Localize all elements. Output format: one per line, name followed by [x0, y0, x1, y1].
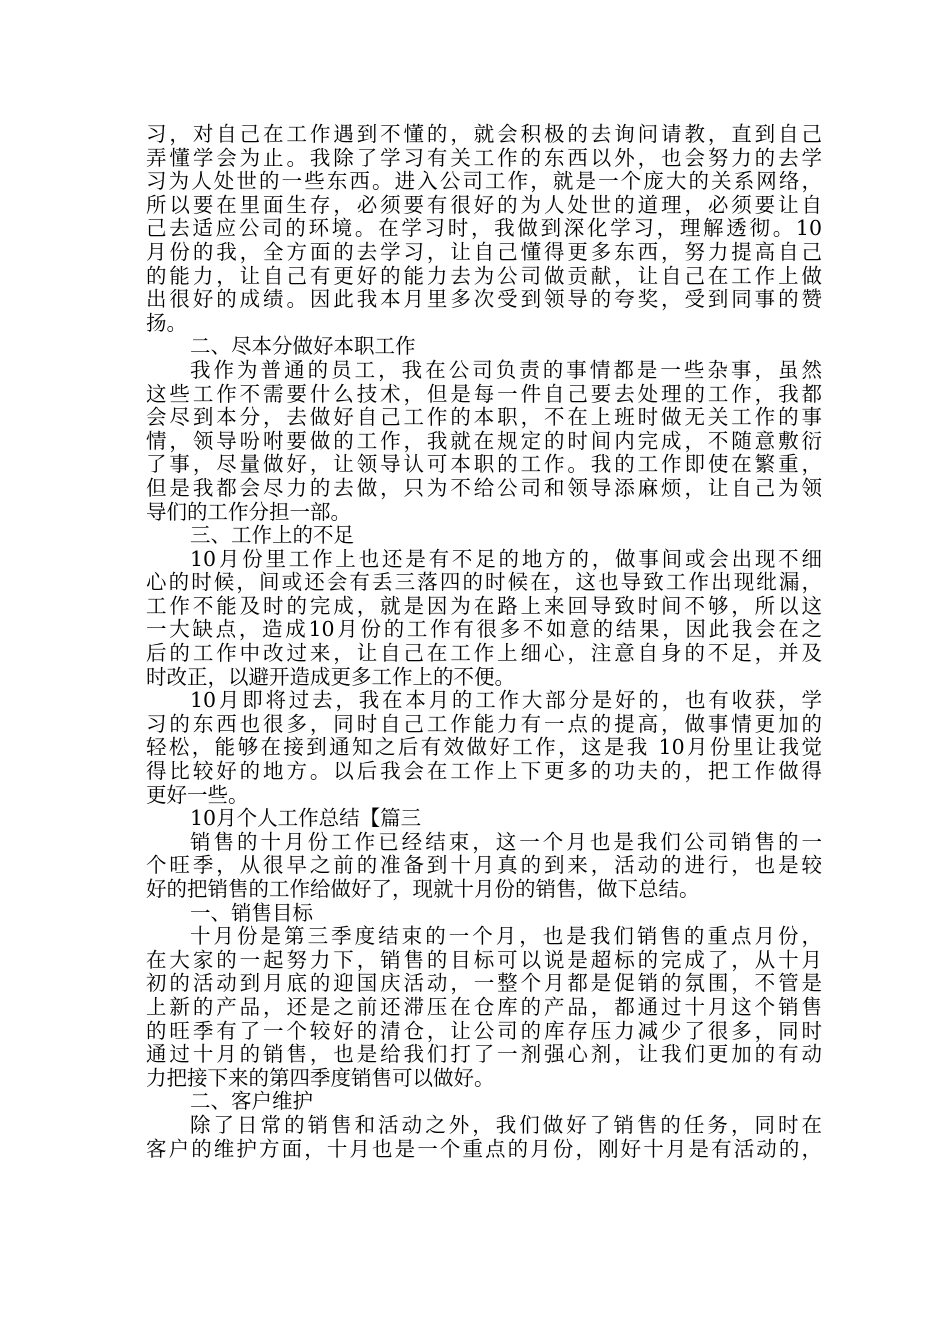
text-line: 弄懂学会为止。我除了学习有关工作的东西以外，也会努力的去学	[146, 145, 822, 170]
text-line: 所以要在里面生存，必须要有很好的为人处世的道理，必须要让自	[146, 192, 822, 217]
text-line: 初的活动到月底的迎国庆活动，一整个月都是促销的氛围，不管是	[146, 971, 822, 996]
text-line: 时改正，以避开造成更多工作上的不便。	[146, 664, 515, 689]
text-line: 轻松，能够在接到通知之后有效做好工作，这是我 10月份里让我觉	[146, 735, 822, 760]
text-line: 工作不能及时的完成，就是因为在路上来回导致时间不够，所以这	[146, 593, 822, 618]
text-line: 后的工作中改过来，让自己在工作上细心，注意自身的不足，并及	[146, 641, 822, 666]
text-line: 10月即将过去，我在本月的工作大部分是好的，也有收获，学	[190, 688, 822, 713]
text-line: 三、工作上的不足	[190, 523, 354, 548]
text-line: 通过十月的销售，也是给我们打了一剂强心剂，让我们更加的有动	[146, 1042, 822, 1067]
text-line: 力把接下来的第四季度销售可以做好。	[146, 1065, 495, 1090]
text-line: 客户的维护方面，十月也是一个重点的月份，刚好十月是有活动的，	[146, 1136, 822, 1161]
text-line: 十月份是第三季度结束的一个月，也是我们销售的重点月份，	[190, 924, 822, 949]
text-line: 的旺季有了一个较好的清仓，让公司的库存压力减少了很多，同时	[146, 1018, 822, 1043]
text-line: 除了日常的销售和活动之外，我们做好了销售的任务，同时在	[190, 1112, 822, 1137]
text-line: 但是我都会尽力的去做，只为不给公司和领导添麻烦，让自己为领	[146, 475, 822, 500]
text-line: 更好一些。	[146, 782, 249, 807]
text-line: 习，对自己在工作遇到不懂的，就会积极的去询问请教，直到自己	[146, 122, 822, 146]
text-line: 导们的工作分担一部。	[146, 499, 351, 524]
text-line: 情，领导吩咐要做的工作，我就在规定的时间内完成，不随意敷衍	[146, 428, 822, 453]
document-page	[146, 123, 822, 1161]
text-line: 扬。	[146, 310, 187, 335]
text-line: 10月份里工作上也还是有不足的地方的，做事间或会出现不细	[190, 546, 822, 571]
text-line: 己去适应公司的环境。在学习时，我做到深化学习，理解透彻。10	[146, 216, 822, 241]
text-line: 10月个人工作总结【篇三	[190, 806, 422, 831]
text-line: 一大缺点，造成10月份的工作有很多不如意的结果，因此我会在之	[146, 617, 822, 642]
text-line: 会尽到本分，去做好自己工作的本职，不在上班时做无关工作的事	[146, 405, 822, 430]
text-line: 我作为普通的员工，我在公司负责的事情都是一些杂事，虽然	[190, 357, 822, 382]
text-line: 得比较好的地方。以后我会在工作上下更多的功夫的，把工作做得	[146, 759, 822, 784]
text-line: 销售的十月份工作已经结束，这一个月也是我们公司销售的一	[190, 829, 822, 854]
text-line: 上新的产品，还是之前还滞压在仓库的产品，都通过十月这个销售	[146, 994, 822, 1019]
text-line: 了事，尽量做好，让领导认可本职的工作。我的工作即使在繁重，	[146, 452, 822, 477]
text-line: 好的把销售的工作给做好了，现就十月份的销售，做下总结。	[146, 877, 700, 901]
text-line: 二、客户维护	[190, 1089, 313, 1114]
text-line: 个旺季，从很早之前的准备到十月真的到来，活动的进行，也是较	[146, 853, 822, 878]
text-line: 在大家的一起努力下，销售的目标可以说是超标的完成了，从十月	[146, 947, 822, 972]
text-line: 出很好的成绩。因此我本月里多次受到领导的夸奖，受到同事的赞	[146, 287, 822, 312]
text-line: 这些工作不需要什么技术，但是每一件自己要去处理的工作，我都	[146, 381, 822, 406]
text-line: 月份的我，全方面的去学习，让自己懂得更多东西，努力提高自己	[146, 239, 822, 264]
text-line: 习的东西也很多，同时自己工作能力有一点的提高，做事情更加的	[146, 711, 822, 736]
text-line: 一、销售目标	[190, 900, 313, 925]
text-line: 心的时候，间或还会有丢三落四的时候在，这也导致工作出现纰漏，	[146, 570, 822, 595]
text-line: 习为人处世的一些东西。进入公司工作，就是一个庞大的关系网络，	[146, 169, 822, 194]
text-line: 的能力，让自己有更好的能力去为公司做贡献，让自己在工作上做	[146, 263, 822, 288]
text-line: 二、尽本分做好本职工作	[190, 334, 416, 359]
